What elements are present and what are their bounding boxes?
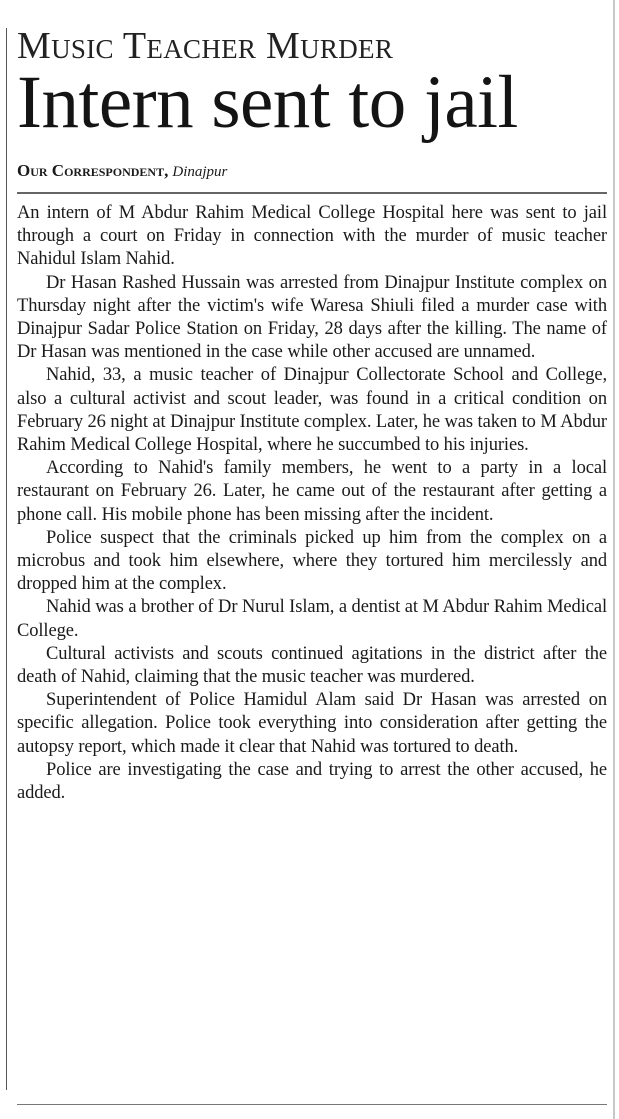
right-column-rule <box>613 0 615 1119</box>
article-paragraph: Nahid, 33, a music teacher of Dinajpur Collectorate School and College, also a cultural activist and scout leader, was found in a critical condition on February 26 night at Dinajpur Institute complex. Later, he was taken to M Abdur Rahim Medical College Hospital, where he succumbed to his injuries. <box>17 365 607 456</box>
article-paragraph: Cultural activists and scouts continued agitations in the district after the death of Nahid, claiming that the music teacher was murdered. <box>17 643 607 688</box>
article-headline: Intern sent to jail <box>17 61 518 144</box>
article-body <box>17 202 607 805</box>
bottom-divider <box>17 1104 607 1105</box>
article-paragraph: According to Nahid's family members, he went to a party in a local restaurant on February 26. Later, he came out of the restaurant after getting a phone call. His mobile phone has been missing after the incident. <box>17 458 607 525</box>
article-paragraph: An intern of M Abdur Rahim Medical College Hospital here was sent to jail through a court on Friday in connection with the murder of music teacher Nahidul Islam Nahid. <box>17 203 607 270</box>
article-paragraph: Superintendent of Police Hamidul Alam said Dr Hasan was arrested on specific allegation. Police took everything into consideration after getting the autopsy report, which made it clear that Nahid was tortured to death. <box>17 690 607 757</box>
article-kicker: Music Teacher Murder <box>17 25 394 67</box>
article-paragraph: Police are investigating the case and trying to arrest the other accused, he added. <box>17 759 607 804</box>
byline-divider <box>17 192 607 194</box>
byline-author: Our Correspondent, <box>17 161 169 180</box>
article-paragraph: Dr Hasan Rashed Hussain was arrested from Dinajpur Institute complex on Thursday night after the victim's wife Waresa Shiuli filed a murder case with Dinajpur Sadar Police Station on Friday, 28 days after the killing. The name of Dr Hasan was mentioned in the case while other accused are unnamed. <box>17 272 607 363</box>
article-paragraph: Police suspect that the criminals picked up him from the complex on a microbus and took him elsewhere, where they tortured him mercilessly and dropped him at the complex. <box>17 527 607 595</box>
byline <box>17 161 227 182</box>
article-paragraph: Nahid was a brother of Dr Nurul Islam, a dentist at M Abdur Rahim Medical College. <box>17 597 607 641</box>
byline-location: Dinajpur <box>172 164 228 180</box>
left-column-rule <box>6 28 7 1090</box>
